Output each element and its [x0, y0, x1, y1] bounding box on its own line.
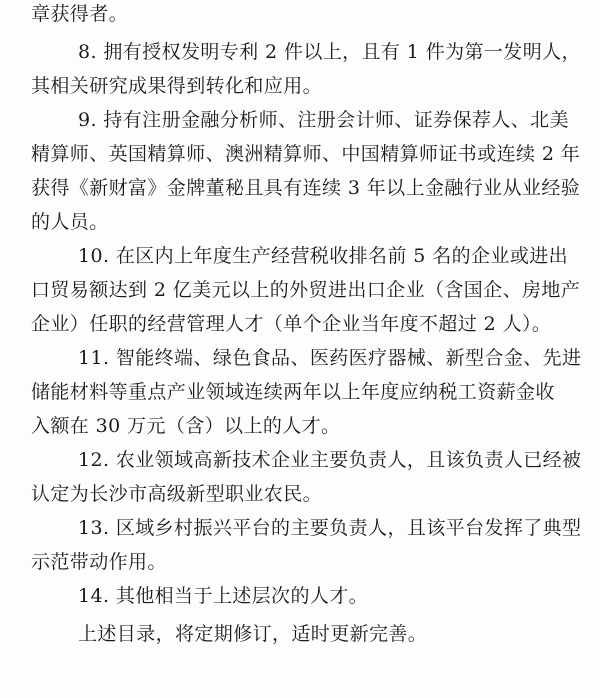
text-line: 8. 拥有授权发明专利 2 件以上，且有 1 件为第一发明人，	[78, 41, 581, 63]
text-line: 储能材料等重点产业领域连续两年以上年度应纳税工资薪金收	[31, 381, 555, 403]
paragraph-item-10	[31, 239, 580, 341]
text-line: 获得《新财富》金牌董秘且具有连续 3 年以上金融行业从业经验	[31, 177, 581, 199]
text-line: 示范带动作用。	[31, 551, 167, 573]
text-line: 认定为长沙市高级新型职业农民。	[31, 483, 323, 505]
paragraph-item-9	[31, 103, 580, 239]
text-line: 上述目录，将定期修订，适时更新完善。	[78, 623, 428, 645]
text-line: 其相关研究成果得到转化和应用。	[31, 75, 323, 97]
text-line: 企业）任职的经营管理人才（单个企业当年度不超过 2 人）。	[31, 313, 552, 335]
paragraph-closing	[31, 617, 427, 651]
paragraph-item-8	[31, 35, 581, 103]
text-line: 口贸易额达到 2 亿美元以上的外贸进出口企业（含国企、房地产	[31, 279, 581, 301]
text-line: 的人员。	[31, 211, 109, 233]
paragraph-item-11	[31, 341, 581, 443]
text-line: 10. 在区内上年度生产经营税收排名前 5 名的企业或进出	[78, 245, 569, 267]
text-line: 精算师、英国精算师、澳洲精算师、中国精算师证书或连续 2 年	[31, 143, 581, 165]
text-line: 章获得者。	[31, 3, 129, 25]
text-line: 12. 农业领域高新技术企业主要负责人，且该负责人已经被	[78, 449, 582, 471]
paragraph-item-12	[31, 443, 581, 511]
text-line: 14. 其他相当于上述层次的人才。	[78, 585, 369, 607]
text-line: 11. 智能终端、绿色食品、医药医疗器械、新型合金、先进	[78, 347, 582, 369]
text-line: 13. 区域乡村振兴平台的主要负责人，且该平台发挥了典型	[78, 517, 582, 539]
paragraph-item-7-tail	[31, 0, 128, 31]
text-line: 9. 持有注册金融分析师、注册会计师、证券保荐人、北美	[78, 109, 569, 131]
paragraph-item-13	[31, 511, 581, 579]
paragraph-item-14	[31, 579, 368, 613]
text-line: 入额在 30 万元（含）以上的人才。	[31, 415, 341, 437]
